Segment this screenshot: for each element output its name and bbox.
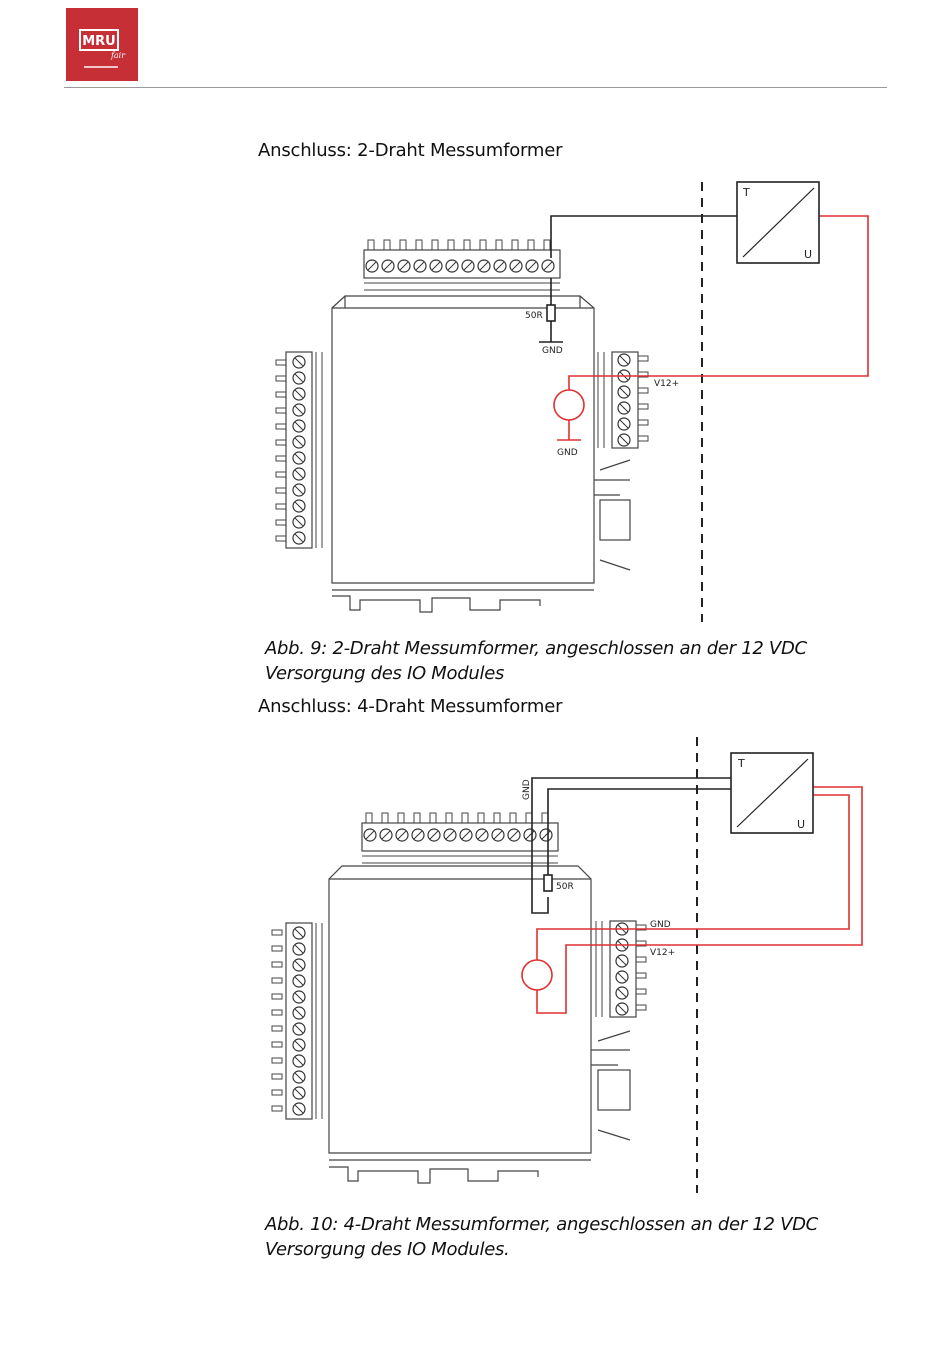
caption-10-line-2: Versorgung des IO Modules. [265, 1239, 510, 1260]
signal-wire-black [539, 216, 737, 342]
caption-9-line-1: Abb. 9: 2-Draht Messumformer, angeschlossen an der 12 VDC [265, 638, 807, 659]
gnd-top-label: GND [542, 346, 563, 356]
caption-10-line-1: Abb. 10: 4-Draht Messumformer, angeschlossen an der 12 VDC [265, 1214, 818, 1235]
right-terminal-block [598, 352, 648, 448]
section-title-4-wire: Anschluss: 4-Draht Messumformer [258, 696, 563, 717]
transmitter-u-label: U [804, 248, 813, 261]
v12-supply-label-2: V12+ [650, 948, 676, 958]
supply-wires-red [522, 787, 862, 1013]
logo-text: MRU [82, 34, 116, 49]
caption-9-line-2: Versorgung des IO Modules [265, 663, 505, 684]
right-terminal-block-2 [596, 921, 646, 1017]
io-module-housing-2 [329, 866, 630, 1183]
left-terminal-block-2 [272, 923, 322, 1119]
gnd-bottom-label: GND [557, 448, 578, 458]
gnd-label-2: GND [650, 920, 671, 930]
v12-supply-label: V12+ [654, 379, 680, 389]
supply-wire-red [554, 216, 868, 440]
resistor-label-2: 50R [556, 882, 574, 892]
resistor-label: 50R [525, 311, 543, 321]
figure-caption-10 [265, 1212, 818, 1262]
transmitter-t-label: T [743, 186, 750, 199]
transmitter-t-label-2: T [738, 757, 745, 770]
top-terminal-block [364, 240, 560, 290]
top-terminal-block-2 [362, 813, 558, 863]
diagram-2-wire [0, 0, 950, 640]
logo-sub: fair [110, 51, 126, 60]
diagram-4-wire [0, 725, 950, 1225]
figure-caption-9 [265, 636, 807, 686]
transmitter-u-label-2: U [797, 818, 806, 831]
section-title-2-wire: Anschluss: 2-Draht Messumformer [258, 140, 563, 161]
gnd-wire-label: GND [522, 779, 532, 800]
signal-wires-black [532, 778, 731, 913]
left-terminal-block [276, 352, 322, 548]
io-module-housing [332, 296, 630, 612]
